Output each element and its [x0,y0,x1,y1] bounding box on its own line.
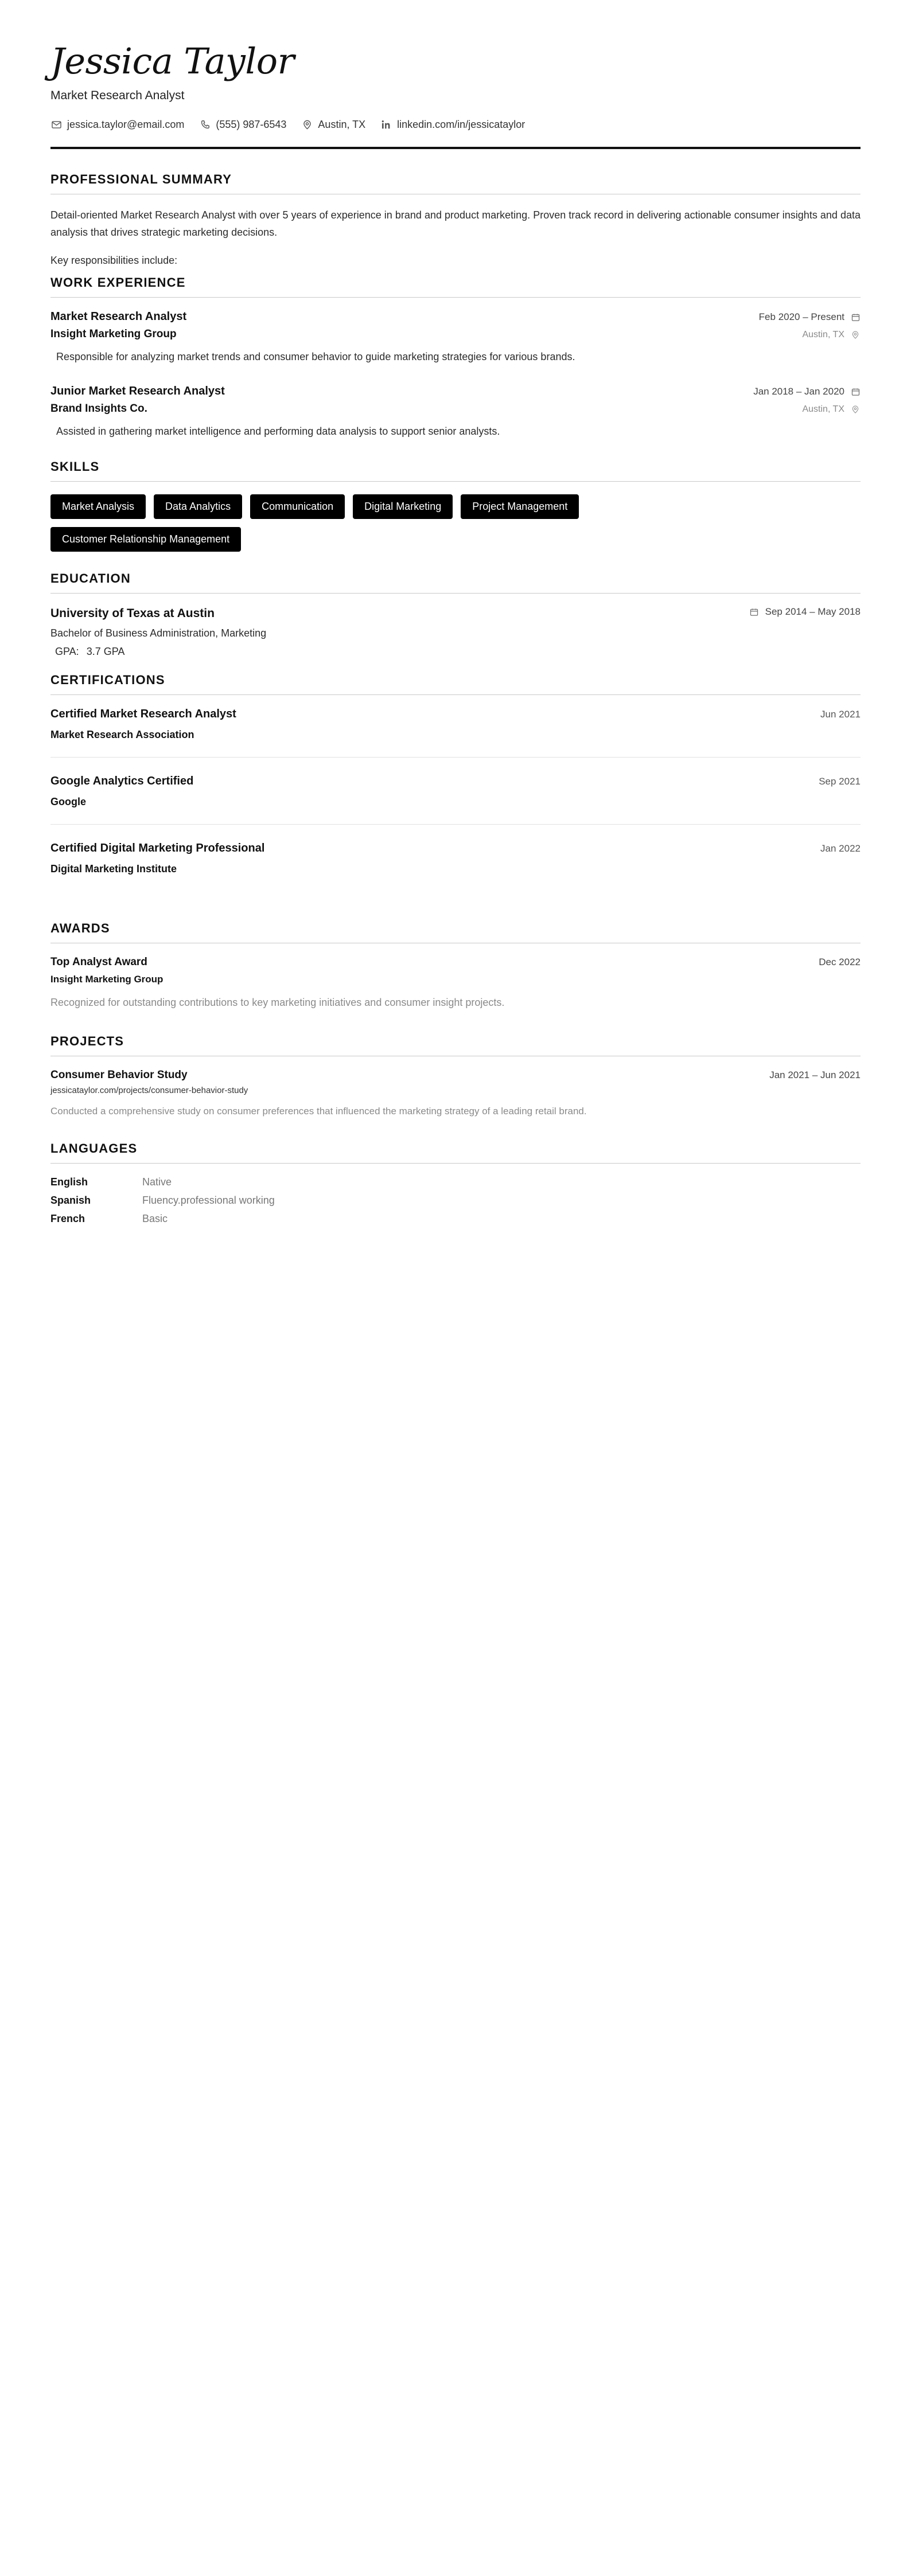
skill-chip: Market Analysis [50,494,146,519]
section-title-skills: SKILLS [50,459,100,474]
section-title-summary: PROFESSIONAL SUMMARY [50,171,232,186]
section-skills [50,459,861,552]
language-item [50,1213,861,1225]
education-date [749,606,861,618]
language-level: Fluency.professional working [142,1194,275,1206]
location-pin-icon [850,330,861,340]
award-organization: Insight Marketing Group [50,973,163,985]
certification-name: Certified Digital Marketing Professional [50,841,265,854]
calendar-icon [749,607,760,617]
section-awards [50,921,861,1011]
contact-linkedin[interactable] [380,119,525,131]
education-degree: Bachelor of Business Administration, Marketing [50,627,267,639]
education-school: University of Texas at Austin [50,606,215,620]
experience-location [802,404,861,415]
section-rule [50,593,861,594]
language-level: Native [142,1176,172,1188]
candidate-name: Jessica Taylor [50,40,294,82]
contact-phone-text: (555) 987-6543 [216,118,287,130]
section-languages [50,1141,861,1225]
skill-chip: Communication [250,494,345,519]
section-professional-summary [50,172,861,270]
certification-name: Certified Market Research Analyst [50,707,236,720]
award-date: Dec 2022 [819,956,861,967]
language-name: Spanish [50,1194,91,1206]
certification-name: Google Analytics Certified [50,774,194,787]
contact-email[interactable] [50,119,184,131]
certification-issuer: Digital Marketing Institute [50,862,177,875]
certification-issuer: Google [50,795,86,807]
header-divider [50,147,861,149]
location-pin-icon [850,404,861,415]
section-title-projects: PROJECTS [50,1033,124,1048]
experience-company: Brand Insights Co. [50,403,147,415]
section-projects [50,1034,861,1119]
location-pin-icon [301,119,313,130]
language-item [50,1176,861,1188]
experience-location-text: Austin, TX [802,330,844,340]
education-gpa-value: 3.7 GPA [86,645,125,657]
experience-location [802,330,861,340]
experience-date-text: Jan 2018 – Jan 2020 [753,386,844,397]
skill-chip: Digital Marketing [353,494,453,519]
candidate-job-title: Market Research Analyst [50,88,185,102]
experience-company: Insight Marketing Group [50,328,177,341]
section-rule [50,1163,861,1164]
award-item [50,956,861,1011]
language-name: French [50,1212,85,1224]
project-url[interactable]: jessicataylor.com/projects/consumer-behavior-study [50,1085,248,1095]
language-name: English [50,1176,88,1188]
skills-list [50,494,624,552]
skill-chip: Customer Relationship Management [50,527,241,552]
section-work-experience [50,275,861,440]
certification-item [50,775,861,825]
section-title-languages: LANGUAGES [50,1141,138,1156]
section-title-awards: AWARDS [50,920,110,935]
experience-description: Assisted in gathering market intelligence and performing data analysis to support senior analysts. [56,426,500,438]
calendar-icon [850,312,861,322]
contact-phone[interactable] [199,119,286,131]
experience-date-text: Feb 2020 – Present [758,311,844,323]
section-rule [50,297,861,298]
section-title-experience: WORK EXPERIENCE [50,275,186,290]
linkedin-icon [380,119,392,130]
certification-date: Sep 2021 [819,775,861,787]
language-item [50,1195,861,1207]
section-title-certifications: CERTIFICATIONS [50,672,165,687]
section-education [50,571,861,658]
contact-location [301,119,365,131]
section-rule [50,694,861,695]
education-item [50,606,861,658]
project-date: Jan 2021 – Jun 2021 [769,1069,861,1080]
contact-email-text: jessica.taylor@email.com [67,118,185,130]
certification-date: Jan 2022 [820,842,861,854]
project-description: Conducted a comprehensive study on consumer preferences that influenced the marketing strategy of a leading retail brand. [50,1105,587,1117]
contact-row [50,119,861,131]
award-description: Recognized for outstanding contributions to key marketing initiatives and consumer insight projects. [50,996,505,1008]
language-level: Basic [142,1212,168,1224]
email-icon [50,119,62,130]
certification-date: Jun 2021 [820,708,861,720]
resume-header [50,42,861,149]
experience-role: Junior Market Research Analyst [50,385,225,398]
skill-chip: Data Analytics [154,494,242,519]
experience-date [759,311,861,323]
contact-linkedin-text: linkedin.com/in/jessicataylor [397,118,525,130]
experience-description: Responsible for analyzing market trends and consumer behavior to guide marketing strategies for various brands. [56,351,575,363]
project-item [50,1069,861,1119]
experience-item [50,385,861,440]
experience-date [753,386,861,397]
section-rule [50,481,861,482]
experience-role: Market Research Analyst [50,310,187,323]
project-name: Consumer Behavior Study [50,1068,188,1081]
education-date-text: Sep 2014 – May 2018 [765,606,861,618]
section-title-education: EDUCATION [50,571,131,586]
skill-chip: Project Management [461,494,579,519]
certification-item [50,708,861,758]
section-certifications [50,673,861,891]
calendar-icon [850,387,861,397]
award-title: Top Analyst Award [50,955,147,968]
certification-issuer: Market Research Association [50,728,194,740]
education-gpa [55,646,861,658]
summary-paragraph: Detail-oriented Market Research Analyst with over 5 years of experience in brand and product marketing. Proven track record in delivering actionable consumer insights and data analysis that drives strategic marketing decisions. [50,209,861,238]
experience-location-text: Austin, TX [802,404,844,415]
summary-note: Key responsibilities include: [50,255,178,267]
experience-item [50,310,861,365]
contact-location-text: Austin, TX [318,118,366,130]
certification-item [50,842,861,891]
education-gpa-label: GPA: [55,645,79,657]
phone-icon [199,119,211,130]
